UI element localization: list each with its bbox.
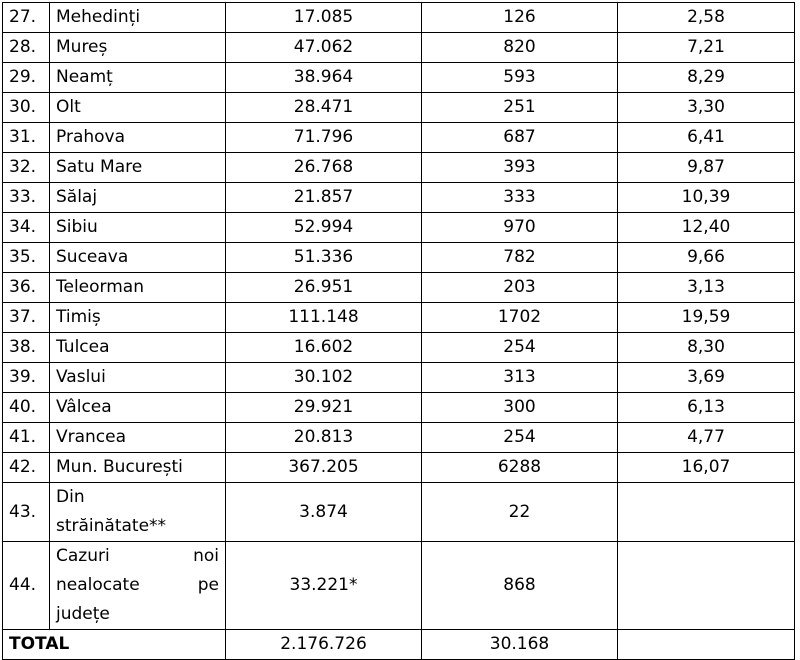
table-row (3, 33, 795, 63)
value-b: 251 (422, 93, 618, 123)
label-word: Cazuri (56, 546, 110, 566)
value-b: 868 (422, 542, 618, 630)
county-name: Suceava (50, 243, 226, 273)
value-c (618, 542, 795, 630)
county-name: Sibiu (50, 213, 226, 243)
row-index: 31. (3, 123, 50, 153)
value-b: 687 (422, 123, 618, 153)
table-row-total (3, 630, 795, 660)
row-index: 38. (3, 333, 50, 363)
value-a: 29.921 (226, 393, 422, 423)
table-row (3, 333, 795, 363)
table-row (3, 93, 795, 123)
unallocated-label (50, 542, 226, 630)
row-index: 40. (3, 393, 50, 423)
origin-name-line1: Din (56, 487, 85, 507)
unallocated-label-line1 (56, 542, 219, 571)
county-name: Prahova (50, 123, 226, 153)
county-name: Tulcea (50, 333, 226, 363)
value-c: 3,69 (618, 363, 795, 393)
value-c: 16,07 (618, 453, 795, 483)
row-index: 39. (3, 363, 50, 393)
table-row (3, 123, 795, 153)
value-a: 28.471 (226, 93, 422, 123)
value-a: 30.102 (226, 363, 422, 393)
value-b: 393 (422, 153, 618, 183)
county-name: Vâlcea (50, 393, 226, 423)
row-index: 29. (3, 63, 50, 93)
value-c: 7,21 (618, 33, 795, 63)
table-row (3, 153, 795, 183)
total-value-a: 2.176.726 (226, 630, 422, 660)
label-word: noi (193, 546, 219, 566)
table-row (3, 243, 795, 273)
value-b: 313 (422, 363, 618, 393)
value-b: 1702 (422, 303, 618, 333)
value-a: 33.221* (226, 542, 422, 630)
value-b: 254 (422, 333, 618, 363)
value-b: 22 (422, 483, 618, 542)
value-a: 71.796 (226, 123, 422, 153)
row-index: 35. (3, 243, 50, 273)
value-c: 19,59 (618, 303, 795, 333)
value-c: 8,29 (618, 63, 795, 93)
table-row (3, 423, 795, 453)
value-c: 2,58 (618, 3, 795, 33)
county-name: Satu Mare (50, 153, 226, 183)
value-a: 20.813 (226, 423, 422, 453)
table-row (3, 3, 795, 33)
value-c: 6,41 (618, 123, 795, 153)
row-index: 32. (3, 153, 50, 183)
value-c: 3,13 (618, 273, 795, 303)
value-a: 111.148 (226, 303, 422, 333)
value-a: 38.964 (226, 63, 422, 93)
total-label: TOTAL (3, 630, 226, 660)
row-index: 44. (3, 542, 50, 630)
value-b: 333 (422, 183, 618, 213)
table-body (3, 3, 795, 660)
county-name: Sălaj (50, 183, 226, 213)
row-index: 43. (3, 483, 50, 542)
row-index: 41. (3, 423, 50, 453)
value-c: 3,30 (618, 93, 795, 123)
value-c: 6,13 (618, 393, 795, 423)
row-index: 42. (3, 453, 50, 483)
table-row (3, 273, 795, 303)
table-row (3, 63, 795, 93)
row-index: 37. (3, 303, 50, 333)
value-a: 3.874 (226, 483, 422, 542)
value-c: 4,77 (618, 423, 795, 453)
value-b: 6288 (422, 453, 618, 483)
value-a: 26.951 (226, 273, 422, 303)
value-b: 300 (422, 393, 618, 423)
value-b: 820 (422, 33, 618, 63)
county-name: Mureș (50, 33, 226, 63)
value-a: 51.336 (226, 243, 422, 273)
total-value-c (618, 630, 795, 660)
county-name: Neamț (50, 63, 226, 93)
label-word: nealocate (56, 575, 140, 595)
table-row (3, 183, 795, 213)
total-value-b: 30.168 (422, 630, 618, 660)
row-index: 28. (3, 33, 50, 63)
value-c: 8,30 (618, 333, 795, 363)
value-a: 26.768 (226, 153, 422, 183)
value-b: 593 (422, 63, 618, 93)
table-row (3, 213, 795, 243)
county-name: Olt (50, 93, 226, 123)
county-name: Mun. București (50, 453, 226, 483)
value-c (618, 483, 795, 542)
row-index: 36. (3, 273, 50, 303)
table-row (3, 453, 795, 483)
value-a: 52.994 (226, 213, 422, 243)
row-index: 33. (3, 183, 50, 213)
table-row-unallocated (3, 542, 795, 630)
row-index: 27. (3, 3, 50, 33)
value-a: 17.085 (226, 3, 422, 33)
table-row-abroad (3, 483, 795, 542)
county-name: Mehedinți (50, 3, 226, 33)
origin-name-line2: străinătate** (56, 516, 167, 536)
value-b: 203 (422, 273, 618, 303)
value-b: 126 (422, 3, 618, 33)
origin-name (50, 483, 226, 542)
unallocated-label-line2 (56, 571, 219, 600)
value-b: 254 (422, 423, 618, 453)
value-a: 16.602 (226, 333, 422, 363)
county-name: Vaslui (50, 363, 226, 393)
county-name: Vrancea (50, 423, 226, 453)
value-b: 970 (422, 213, 618, 243)
table-row (3, 363, 795, 393)
row-index: 30. (3, 93, 50, 123)
label-word: pe (197, 575, 219, 595)
unallocated-label-line3: județe (56, 604, 110, 624)
county-name: Teleorman (50, 273, 226, 303)
county-statistics-table (2, 2, 795, 660)
value-c: 9,87 (618, 153, 795, 183)
value-c: 12,40 (618, 213, 795, 243)
value-a: 21.857 (226, 183, 422, 213)
value-a: 367.205 (226, 453, 422, 483)
value-a: 47.062 (226, 33, 422, 63)
value-c: 9,66 (618, 243, 795, 273)
table-row (3, 393, 795, 423)
value-b: 782 (422, 243, 618, 273)
county-name: Timiș (50, 303, 226, 333)
value-c: 10,39 (618, 183, 795, 213)
row-index: 34. (3, 213, 50, 243)
table-row (3, 303, 795, 333)
